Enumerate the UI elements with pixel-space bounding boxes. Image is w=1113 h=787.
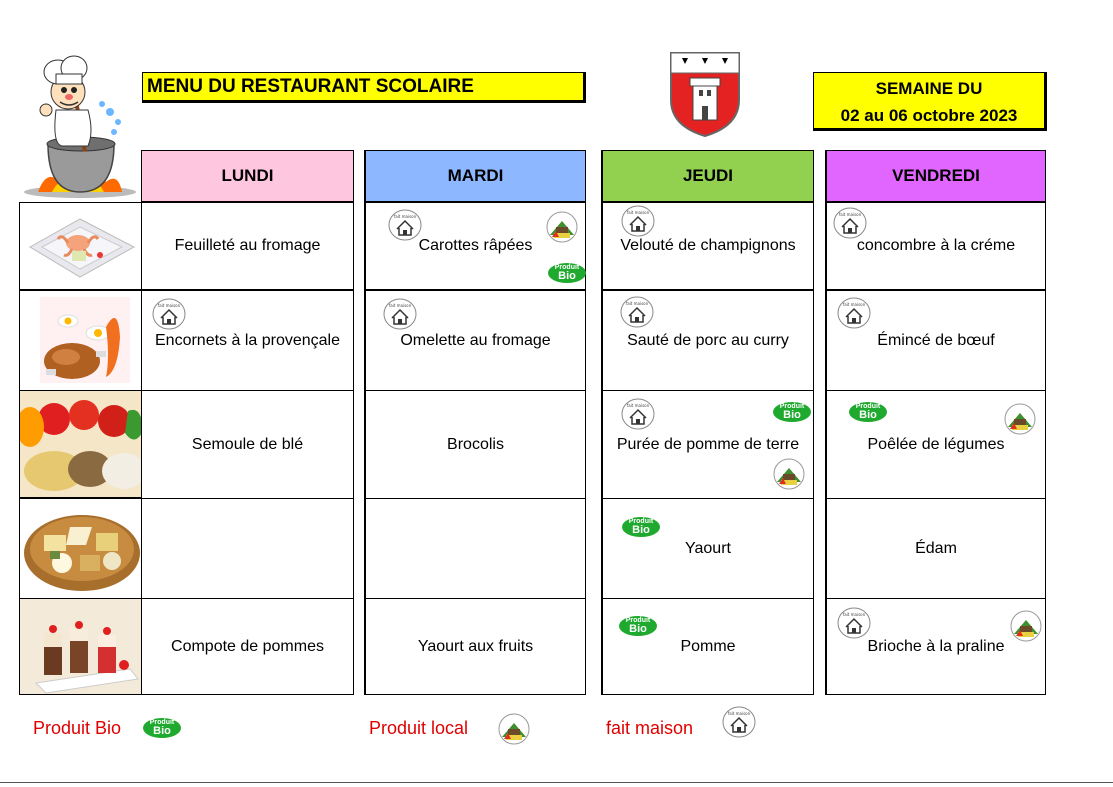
dish-cell-vendredi-row4 (826, 498, 1046, 599)
day-header-vendredi: VENDREDI (826, 150, 1046, 202)
bio-badge-produit: Produit (149, 719, 175, 726)
dish-name: Poêlée de légumes (867, 435, 1005, 453)
bio-badge-produit: Produit (625, 617, 651, 624)
produit-bio-icon (618, 615, 658, 637)
svg-text:fait maison: fait maison (842, 612, 866, 617)
produit-bio-icon (547, 262, 587, 284)
dish-name: Yaourt (685, 539, 731, 557)
dish-name: Émincé de bœuf (877, 331, 995, 349)
week-label: SEMAINE DU (875, 79, 983, 98)
fait-maison-icon (620, 296, 654, 328)
dish-name: Brocolis (447, 435, 504, 453)
svg-text:fait maison: fait maison (393, 214, 417, 219)
legend-local-icon (498, 713, 530, 745)
dish-cell-lundi-row3 (141, 390, 354, 499)
bio-badge-bio: Bio (783, 409, 801, 421)
dish-cell-lundi-row4 (141, 498, 354, 599)
bio-badge-bio: Bio (558, 270, 576, 282)
produit-local-icon (546, 211, 578, 243)
legend-maison-label: fait maison (606, 718, 694, 738)
dish-name: Purée de pomme de terre (616, 435, 800, 453)
day-header-mardi: MARDI (365, 150, 586, 202)
svg-text:fait maison: fait maison (727, 711, 751, 716)
dish-name: concombre à la créme (856, 237, 1016, 254)
page-bottom-border (0, 782, 1113, 783)
dish-name: Sauté de porc au curry (627, 331, 789, 349)
dish-cell-jeudi-row4 (602, 498, 814, 599)
fait-maison-icon (383, 298, 417, 330)
legend-bio-label: Produit Bio (33, 718, 122, 738)
legend-maison-icon (722, 706, 756, 738)
dish-cell-mardi-row4 (365, 498, 586, 599)
produit-local-icon (1004, 403, 1036, 435)
svg-text:fait maison: fait maison (626, 210, 650, 215)
dish-name: Omelette au fromage (400, 331, 551, 349)
main-course-image (19, 290, 142, 391)
dish-name: Carottes râpées (418, 237, 533, 254)
produit-local-icon (773, 458, 805, 490)
week-box (813, 72, 1047, 131)
svg-text:fait maison: fait maison (157, 303, 181, 308)
dish-name: Velouté de champignons (620, 237, 796, 254)
svg-text:fait maison: fait maison (388, 303, 412, 308)
dish-name: Pomme (680, 637, 736, 655)
menu-title: MENU DU RESTAURANT SCOLAIRE (142, 72, 586, 103)
bio-badge-bio: Bio (859, 409, 877, 421)
bio-badge-bio: Bio (153, 725, 171, 737)
dish-cell-mardi-row5 (365, 598, 586, 695)
fait-maison-icon (621, 205, 655, 237)
chef-illustration (18, 52, 138, 200)
produit-local-icon (1010, 610, 1042, 642)
vegetables-image (19, 390, 142, 498)
produit-bio-icon (848, 401, 888, 423)
week-dates: 02 au 06 octobre 2023 (840, 106, 1018, 125)
column-gap (813, 150, 826, 695)
bio-badge-produit: Produit (779, 403, 805, 410)
column-gap (585, 150, 602, 695)
dish-name: Yaourt aux fruits (417, 637, 534, 655)
starter-plate-image (19, 202, 142, 290)
cheese-platter-image (19, 498, 142, 599)
dish-cell-lundi-row5 (141, 598, 354, 695)
dish-cell-lundi-row1 (141, 202, 354, 290)
fait-maison-icon (621, 398, 655, 430)
dish-cell-jeudi-row5 (602, 598, 814, 695)
svg-text:fait maison: fait maison (842, 302, 866, 307)
dish-cell-mardi-row3 (365, 390, 586, 499)
bio-badge-bio: Bio (629, 623, 647, 635)
dish-name: Encornets à la provençale (155, 331, 340, 349)
bio-badge-produit: Produit (554, 264, 580, 271)
legend-local-label: Produit local (369, 718, 469, 738)
town-crest-image (668, 50, 742, 138)
dish-name: Feuilleté au fromage (174, 237, 321, 254)
fait-maison-icon (833, 207, 867, 239)
legend-bio-icon (142, 717, 182, 739)
dish-name: Semoule de blé (191, 435, 304, 453)
dish-name: Compote de pommes (171, 637, 324, 655)
fait-maison-icon (837, 607, 871, 639)
bio-badge-bio: Bio (632, 524, 650, 536)
produit-bio-icon (621, 516, 661, 538)
fait-maison-icon (388, 209, 422, 241)
dish-name: Brioche à la praline (867, 637, 1005, 655)
produit-bio-icon (772, 401, 812, 423)
fait-maison-icon (837, 297, 871, 329)
day-header-jeudi: JEUDI (602, 150, 814, 202)
svg-text:fait maison: fait maison (626, 403, 650, 408)
svg-text:fait maison: fait maison (625, 301, 649, 306)
dish-name: Édam (915, 539, 957, 557)
bio-badge-produit: Produit (855, 403, 881, 410)
dessert-image (19, 598, 142, 695)
column-gap (353, 150, 365, 695)
bio-badge-produit: Produit (628, 518, 654, 525)
day-header-lundi: LUNDI (141, 150, 354, 202)
fait-maison-icon (152, 298, 186, 330)
svg-text:fait maison: fait maison (838, 212, 862, 217)
